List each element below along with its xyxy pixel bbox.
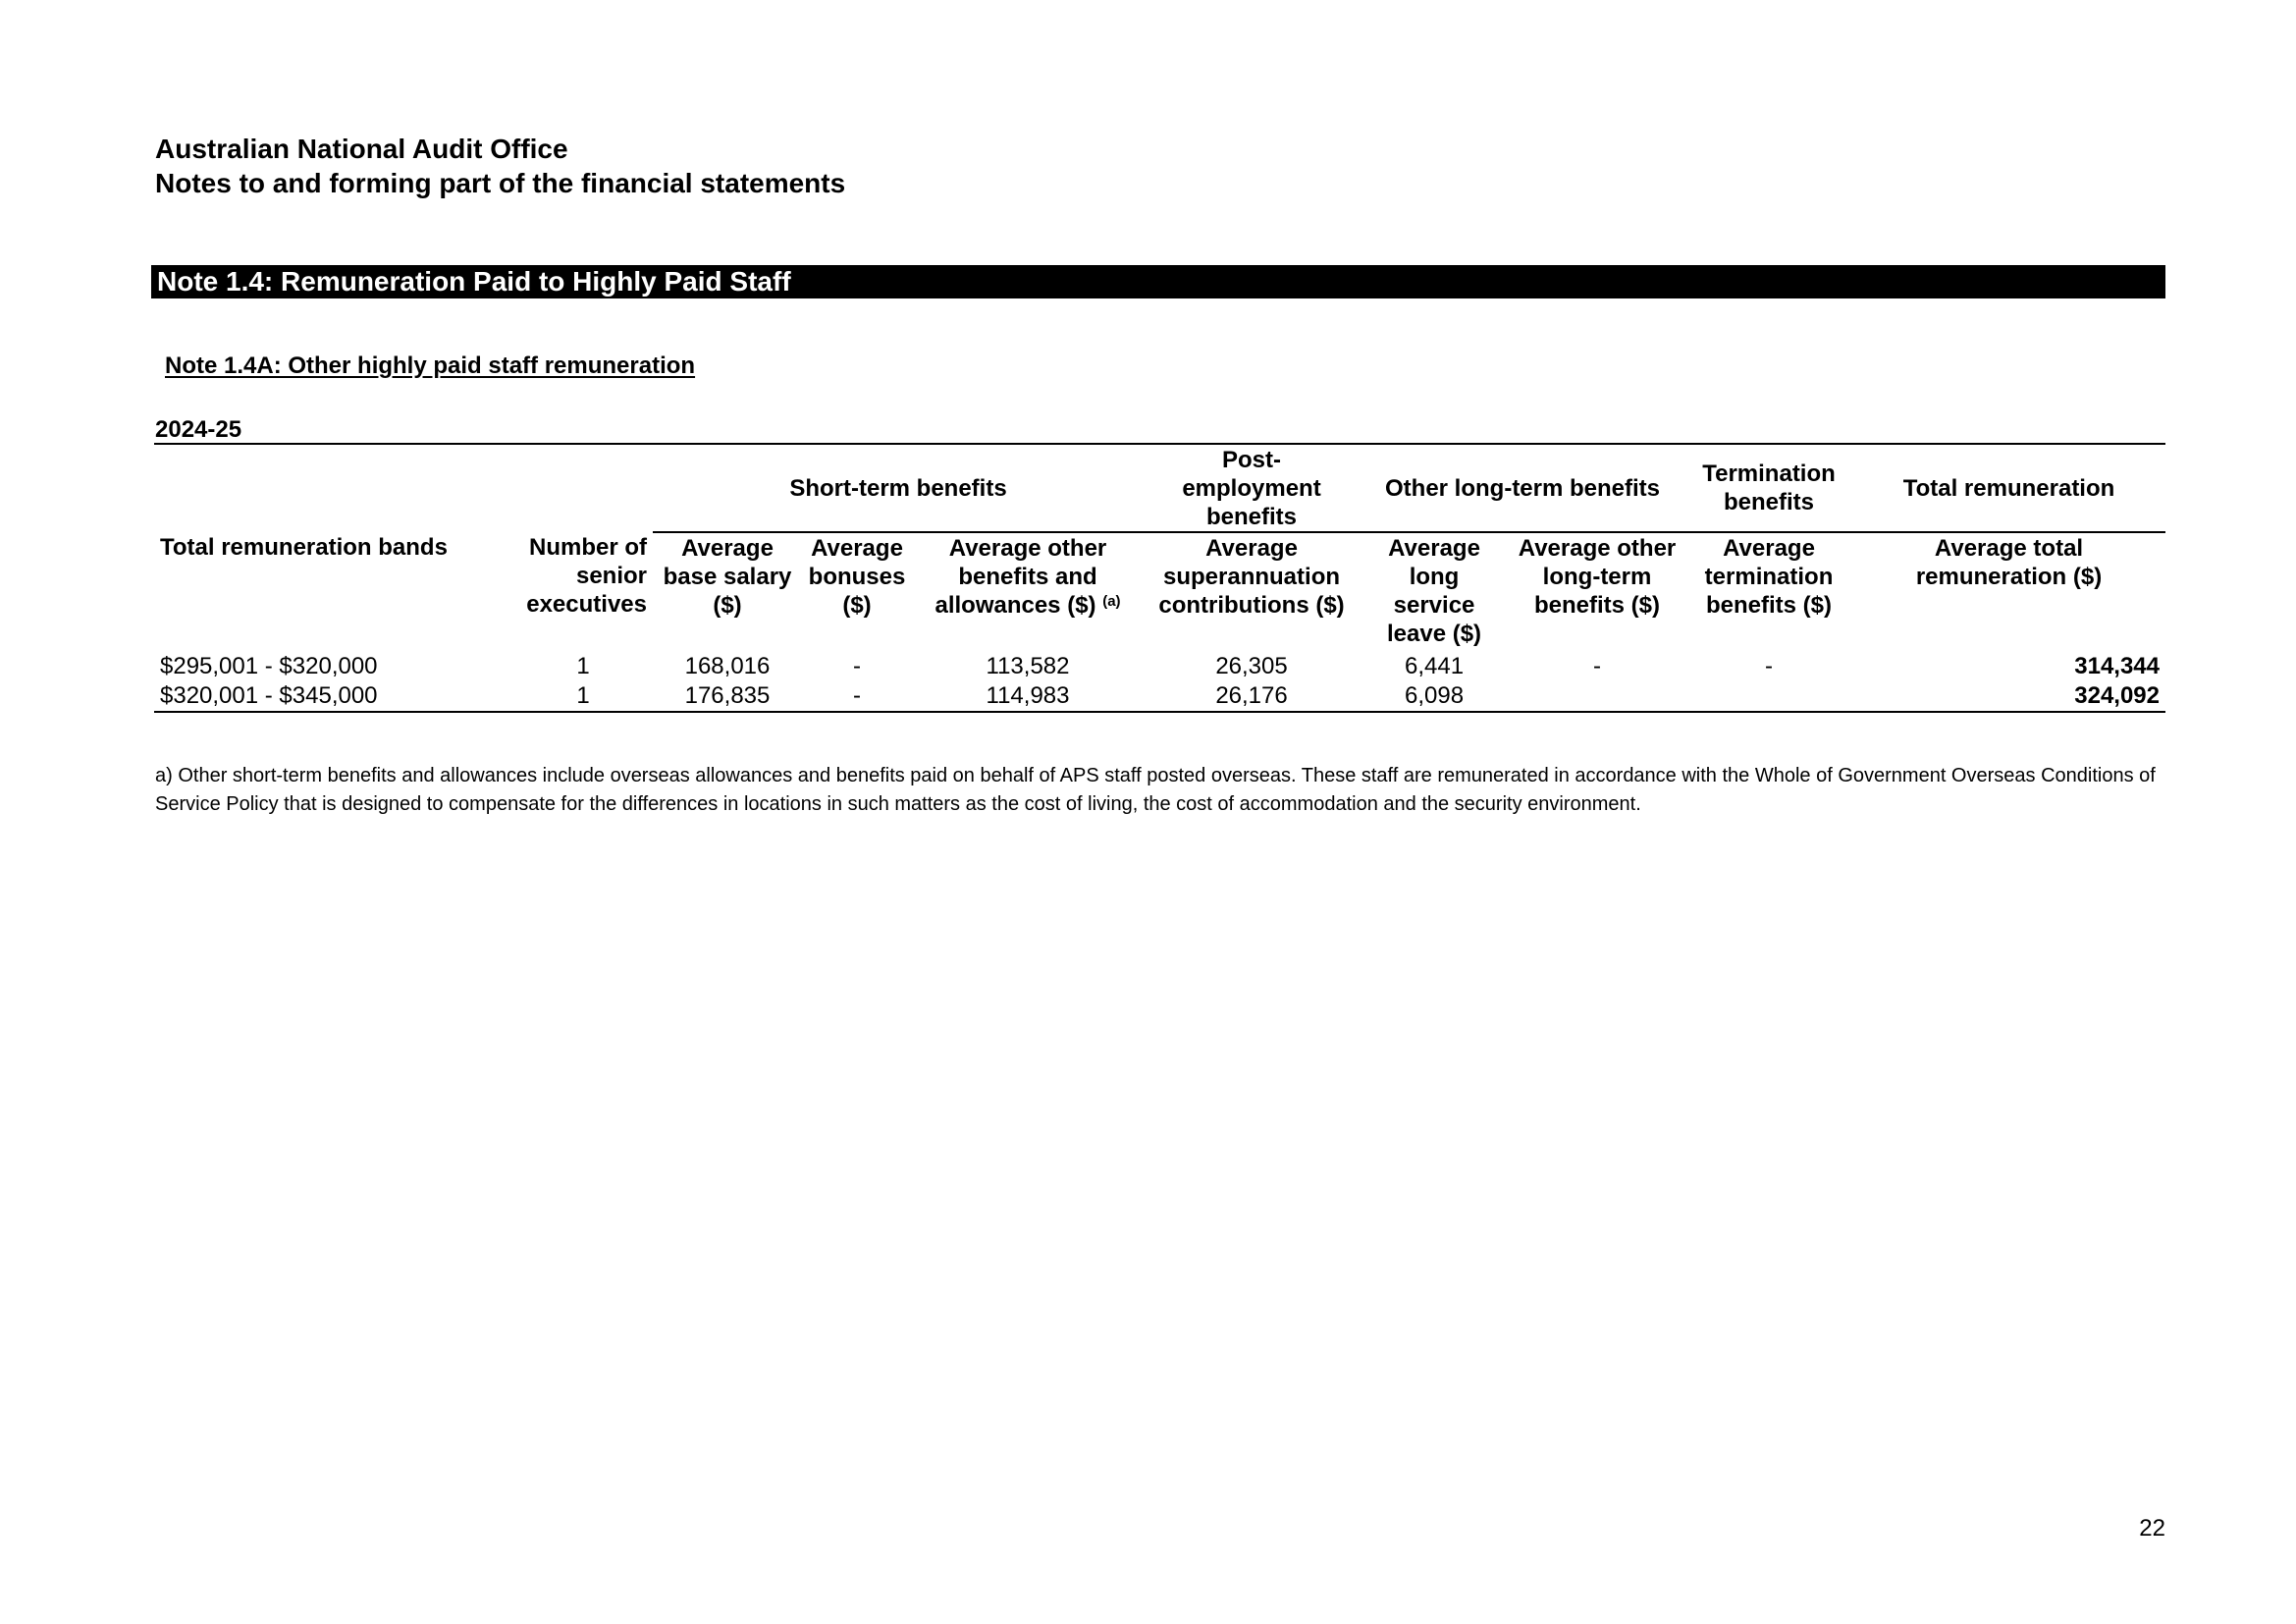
cell-band: $295,001 - $320,000	[160, 653, 378, 679]
column-header-other-allowances-label: Average other benefits and allowances ($)	[934, 535, 1107, 619]
page-number: 22	[2139, 1515, 2165, 1542]
cell-bonuses: -	[853, 653, 861, 679]
sub-note-title: Note 1.4A: Other highly paid staff remuneration	[165, 352, 696, 379]
cell-other-long-term	[1509, 681, 1685, 712]
note-title-banner: Note 1.4: Remuneration Paid to Highly Paid Staff	[151, 265, 2165, 298]
document-subtitle: Notes to and forming part of the financial statements	[155, 168, 846, 198]
cell-total: 324,092	[1852, 681, 2165, 712]
cell-bonuses: -	[802, 681, 912, 712]
table-row	[154, 681, 2165, 712]
cell-other-long-term: -	[1593, 653, 1602, 679]
cell-long-service-leave: 6,441	[1404, 653, 1465, 679]
remuneration-table	[154, 443, 2165, 713]
group-header-total: Total remuneration	[1852, 444, 2165, 532]
column-header-number: Number of senior executives	[526, 534, 647, 618]
cell-termination: -	[1765, 653, 1774, 679]
post-employment-line-3: benefits	[1206, 503, 1298, 530]
post-employment-line-2: employment	[1182, 474, 1321, 502]
column-header-total: Average total remuneration ($)	[1915, 535, 2103, 590]
cell-other-allowances: 114,983	[912, 681, 1144, 712]
group-header-short-term: Short-term benefits	[653, 444, 1144, 532]
period-label: 2024-25	[155, 416, 242, 443]
organisation-name: Australian National Audit Office	[155, 134, 568, 164]
cell-other-allowances: 113,582	[986, 653, 1070, 679]
cell-superannuation: 26,305	[1215, 653, 1288, 679]
cell-number: 1	[576, 653, 590, 679]
table-column-header-row	[154, 532, 2165, 652]
group-header-empty	[154, 444, 513, 532]
cell-band: $320,001 - $345,000	[154, 681, 513, 712]
group-header-empty	[513, 444, 653, 532]
table-footnote: a) Other short-term benefits and allowances include overseas allowances and benefits paid on behalf of APS staff posted overseas. These staff are remunerated in accordance with the Whole of Government Overseas Conditions of Service Policy that is designed to compensate for the differences in locations in such matters as the cost of living, the cost of accommodation and the security environment.	[155, 765, 2156, 815]
table-group-header-row	[154, 444, 2165, 532]
column-header-bands: Total remuneration bands	[160, 534, 448, 561]
column-header-base-salary: Average base salary ($)	[663, 535, 792, 619]
column-header-other-allowances	[912, 532, 1144, 652]
cell-base-salary: 176,835	[653, 681, 802, 712]
cell-total: 314,344	[2074, 653, 2161, 679]
cell-termination	[1685, 681, 1852, 712]
post-employment-line-1: Post-	[1222, 446, 1282, 473]
table-row	[154, 652, 2165, 681]
group-header-termination: Termination benefits	[1685, 444, 1852, 532]
group-header-other-long-term: Other long-term benefits	[1360, 444, 1685, 532]
remuneration-table-container	[154, 443, 2165, 713]
cell-base-salary: 168,016	[684, 653, 771, 679]
column-header-termination: Average termination benefits ($)	[1704, 535, 1834, 619]
cell-superannuation: 26,176	[1144, 681, 1360, 712]
column-header-long-service-leave: Average long service leave ($)	[1386, 535, 1482, 647]
cell-long-service-leave: 6,098	[1360, 681, 1509, 712]
cell-number: 1	[513, 681, 653, 712]
group-header-post-employment	[1144, 444, 1360, 532]
column-header-superannuation: Average superannuation contributions ($)	[1158, 535, 1345, 619]
footnote-marker: (a)	[1102, 593, 1121, 610]
column-header-other-long-term: Average other long-term benefits ($)	[1518, 535, 1677, 619]
document-header	[155, 132, 845, 200]
column-header-bonuses: Average bonuses ($)	[808, 535, 906, 619]
